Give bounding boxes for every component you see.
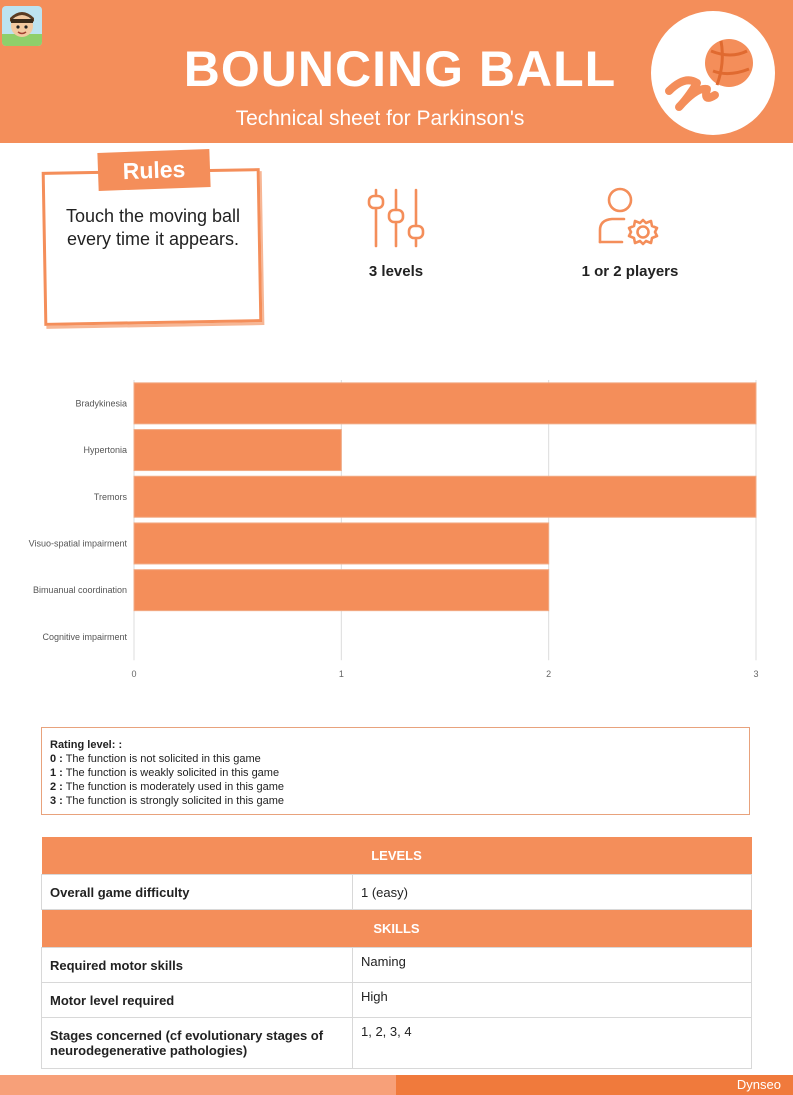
motor-skills-value: Naming: [353, 948, 752, 983]
stages-label: Stages concerned (cf evolutionary stages of neurodegenerative pathologies): [42, 1018, 353, 1069]
category-label: Hypertonia: [83, 445, 127, 456]
rating-level: 2 :: [50, 781, 63, 793]
motor-skills-label: Required motor skills: [42, 948, 353, 983]
category-label: Cognitive impairment: [42, 631, 127, 642]
motor-level-label: Motor level required: [42, 983, 353, 1018]
x-tick-label: 0: [131, 669, 137, 680]
rules-tab: Rules: [97, 149, 210, 191]
user-gear-icon: [596, 186, 662, 255]
rating-legend: [41, 727, 750, 815]
bar: [134, 383, 756, 424]
rating-text: The function is not solicited in this game: [62, 753, 261, 765]
rating-text: The function is weakly solicited in this game: [62, 767, 280, 779]
x-tick-label: 2: [546, 669, 552, 680]
header-banner: [0, 0, 793, 143]
rating-level: 1 :: [50, 767, 63, 779]
rating-level: 3 :: [50, 795, 63, 807]
rating-item: [50, 752, 749, 766]
rating-item: [50, 780, 749, 794]
bar: [134, 570, 549, 611]
footer-bar-right: [396, 1075, 793, 1095]
avatar-icon: [2, 6, 42, 46]
difficulty-label: Overall game difficulty: [42, 875, 353, 910]
rules-text: Touch the moving ball every time it appears.: [65, 206, 241, 249]
bar: [134, 430, 341, 471]
footer-bar-left: [0, 1075, 396, 1095]
rating-text: The function is moderately used in this game: [62, 781, 284, 793]
x-tick-label: 3: [753, 669, 759, 680]
category-label: Tremors: [93, 491, 127, 502]
stages-value: 1, 2, 3, 4: [353, 1018, 752, 1069]
rating-item: [50, 766, 749, 780]
page-subtitle: Technical sheet for Parkinson's: [235, 107, 525, 130]
rating-text: The function is strongly solicited in this game: [62, 795, 284, 807]
category-label: Visuo-spatial impairment: [28, 538, 127, 549]
rating-heading: Rating level: :: [50, 739, 123, 751]
page-title: BOUNCING BALL: [183, 41, 617, 97]
levels-header: LEVELS: [42, 837, 752, 875]
motor-level-value: High: [353, 983, 752, 1018]
levels-count-label: 3 levels: [368, 263, 424, 280]
rating-level: 0 :: [50, 753, 63, 765]
footer-brand: Dynseo: [736, 1077, 781, 1092]
difficulty-value: 1 (easy): [353, 875, 752, 910]
bouncing-ball-logo-icon: [651, 11, 775, 135]
category-label: Bimuanual coordination: [32, 585, 127, 596]
skills-header: SKILLS: [42, 910, 752, 948]
bar: [134, 476, 756, 517]
x-tick-label: 1: [338, 669, 344, 680]
sliders-icon: [362, 186, 428, 255]
info-table: [41, 837, 752, 1069]
category-label: Bradykinesia: [75, 398, 127, 409]
rating-item: [50, 794, 749, 808]
skills-bar-chart: [0, 370, 793, 680]
bar: [134, 523, 549, 564]
players-count-label: 1 or 2 players: [581, 263, 679, 280]
